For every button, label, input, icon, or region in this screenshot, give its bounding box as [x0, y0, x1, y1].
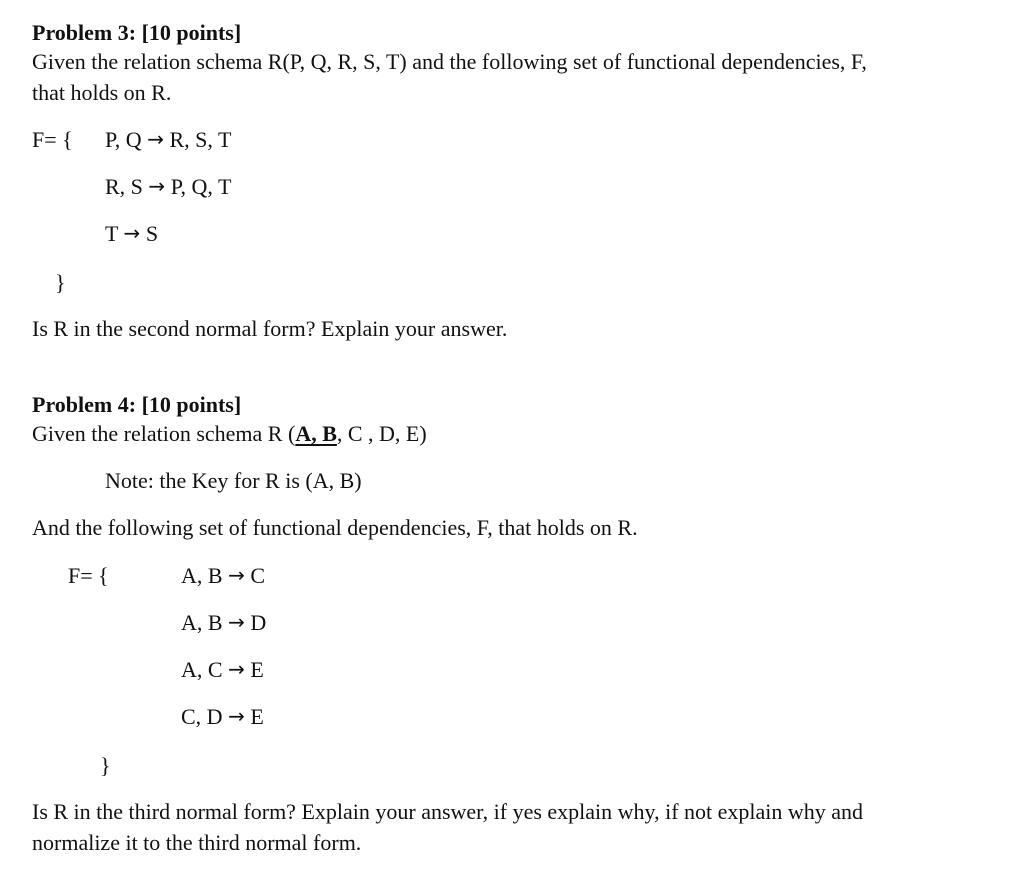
right-arrow-icon: → [148, 174, 166, 198]
problem4-fd-4 [181, 706, 264, 728]
fd-rhs: E [250, 704, 264, 729]
fd-rhs: P, Q, T [170, 174, 232, 199]
problem4-fd-3 [181, 659, 264, 681]
fd-rhs: R, S, T [169, 127, 232, 152]
problem3-fd-2 [105, 176, 231, 198]
right-arrow-icon: → [228, 610, 245, 634]
fd-lhs: P, Q [105, 127, 142, 152]
fd-rhs: D [250, 610, 267, 635]
fd-rhs: S [145, 221, 159, 246]
problem4-fd-2 [181, 612, 266, 634]
intro-prefix: Given the relation schema R ( [32, 421, 296, 446]
problem4-f-open: F= { [68, 563, 109, 588]
right-arrow-icon: → [228, 704, 245, 728]
intro-suffix: , C , D, E) [336, 421, 427, 446]
fd-lhs: A, B [181, 563, 223, 588]
problem4-question-line2: normalize it to the third normal form. [32, 830, 362, 855]
problem4-and-line: And the following set of functional dependencies, F, that holds on R. [32, 515, 638, 540]
problem4-fd-1 [181, 565, 265, 587]
problem4-title: Problem 4: [10 points] [32, 392, 242, 417]
problem3-f-close: } [55, 270, 66, 295]
problem4-question-line1: Is R in the third normal form? Explain your answer, if yes explain why, if not explain why and [32, 799, 864, 824]
right-arrow-icon: → [147, 127, 164, 151]
right-arrow-icon: → [228, 563, 245, 587]
problem3-intro-line1: Given the relation schema R(P, Q, R, S, T) and the following set of functional dependencies, F, [32, 49, 867, 74]
fd-lhs: A, B [181, 610, 223, 635]
problem3-f-open: F= { [32, 127, 73, 152]
problem3-fd-1 [105, 129, 231, 151]
problem4-f-close: } [100, 753, 111, 778]
fd-lhs: R, S [105, 174, 143, 199]
right-arrow-icon: → [123, 221, 141, 245]
problem4-intro [32, 423, 427, 445]
problem4-note: Note: the Key for R is (A, B) [105, 468, 362, 493]
right-arrow-icon: → [228, 657, 245, 681]
problem3-fd-3 [105, 223, 158, 245]
fd-lhs: C, D [181, 704, 223, 729]
fd-lhs: T [105, 221, 119, 246]
problem3-intro-line2: that holds on R. [32, 80, 172, 105]
fd-rhs: E [250, 657, 264, 682]
problem3-title: Problem 3: [10 points] [32, 20, 242, 45]
fd-lhs: A, C [181, 657, 223, 682]
fd-rhs: C [250, 563, 266, 588]
primary-key-attrs: A, B [295, 421, 337, 446]
problem3-question: Is R in the second normal form? Explain your answer. [32, 316, 508, 341]
